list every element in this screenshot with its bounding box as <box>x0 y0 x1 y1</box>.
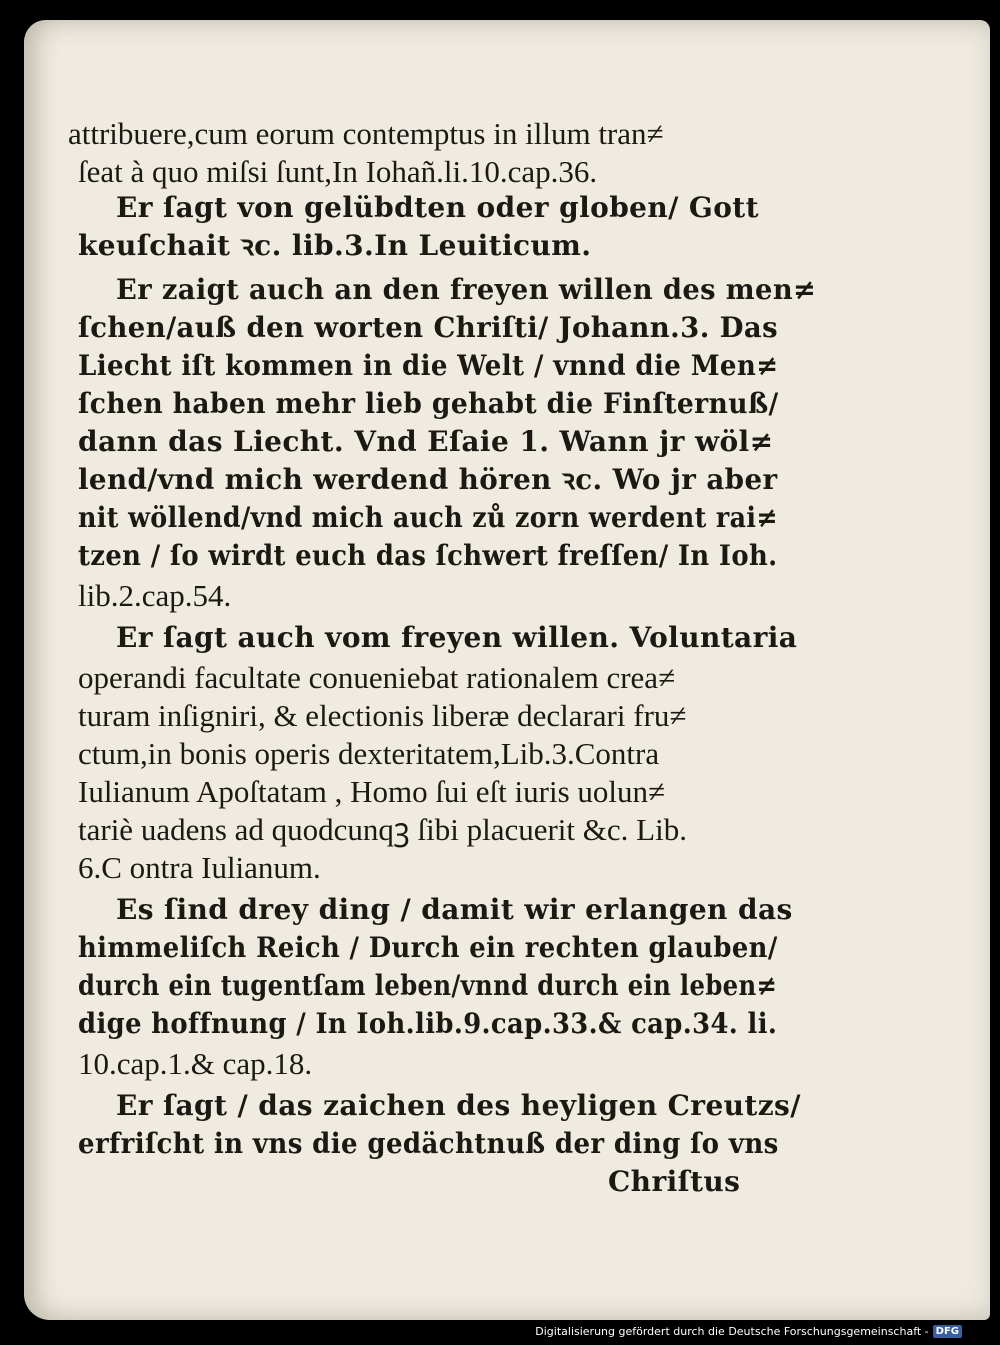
text-line-8: ſchen haben mehr lieb gehabt die Finſternuß/ <box>78 387 779 420</box>
text-line-28: Chriſtus <box>608 1165 741 1198</box>
text-line-14: Er ſagt auch vom freyen willen. Voluntaria <box>116 621 798 654</box>
digitization-credit <box>535 1323 962 1339</box>
text-line-6: ſchen/auß den worten Chriſti/ Johann.3. Das <box>78 311 779 344</box>
text-line-16: turam inſigniri, & electionis liberæ declarari fru≠ <box>78 698 687 733</box>
text-line-3: Er ſagt von gelübdten oder globen/ Gott <box>116 191 759 224</box>
text-line-13: lib.2.cap.54. <box>78 578 232 613</box>
text-line-11: nit wöllend/vnd mich auch zů zorn werdent rai≠ <box>78 501 779 534</box>
text-line-7: Liecht iſt kommen in die Welt / vnnd die Men≠ <box>78 349 779 382</box>
dfg-logo-icon: DFG <box>933 1325 962 1338</box>
text-line-20: 6.C ontra Iulianum. <box>78 850 321 885</box>
text-line-27: erfriſcht in vns die gedächtnuß der ding ſo vns <box>78 1127 779 1160</box>
text-line-2: ſeat à quo miſsi ſunt,In Iohañ.li.10.cap.36. <box>78 154 598 189</box>
text-line-4: keuſchait ꝛc. lib.3.In Leuiticum. <box>78 229 592 262</box>
text-line-19: tariè uadens ad quodcunqꝫ ſibi placuerit &c. Lib. <box>78 812 687 847</box>
text-line-9: dann das Liecht. Vnd Eſaie 1. Wann jr wöl≠ <box>78 425 774 458</box>
text-line-5: Er zaigt auch an den freyen willen des men≠ <box>116 273 817 306</box>
book-page <box>24 20 990 1320</box>
text-line-17: ctum,in bonis operis dexteritatem,Lib.3.Contra <box>78 736 660 771</box>
text-line-25: 10.cap.1.& cap.18. <box>78 1046 313 1081</box>
credit-text: Digitalisierung gefördert durch die Deutsche Forschungsgemeinschaft - <box>535 1324 929 1338</box>
text-line-10: lend/vnd mich werdend hören ꝛc. Wo jr aber <box>78 463 778 496</box>
text-line-21: Es ſind drey ding / damit wir erlangen das <box>116 893 793 926</box>
text-line-18: Iulianum Apoſtatam , Homo ſui eſt iuris uolun≠ <box>78 774 666 809</box>
text-line-22: himmeliſch Reich / Durch ein rechten glauben/ <box>78 931 778 964</box>
text-line-12: tzen / ſo wirdt euch das ſchwert freſſen/ In Ioh. <box>78 539 778 572</box>
text-line-26: Er ſagt / das zaichen des heyligen Creutzs/ <box>116 1089 801 1122</box>
text-line-15: operandi facultate conueniebat rationalem crea≠ <box>78 660 676 695</box>
text-line-24: dige hoffnung / In Ioh.lib.9.cap.33.& cap.34. li. <box>78 1007 778 1040</box>
text-line-1: attribuere,cum eorum contemptus in illum tran≠ <box>68 116 664 151</box>
text-line-23: durch ein tugentſam leben/vnnd durch ein leben≠ <box>78 969 778 1002</box>
